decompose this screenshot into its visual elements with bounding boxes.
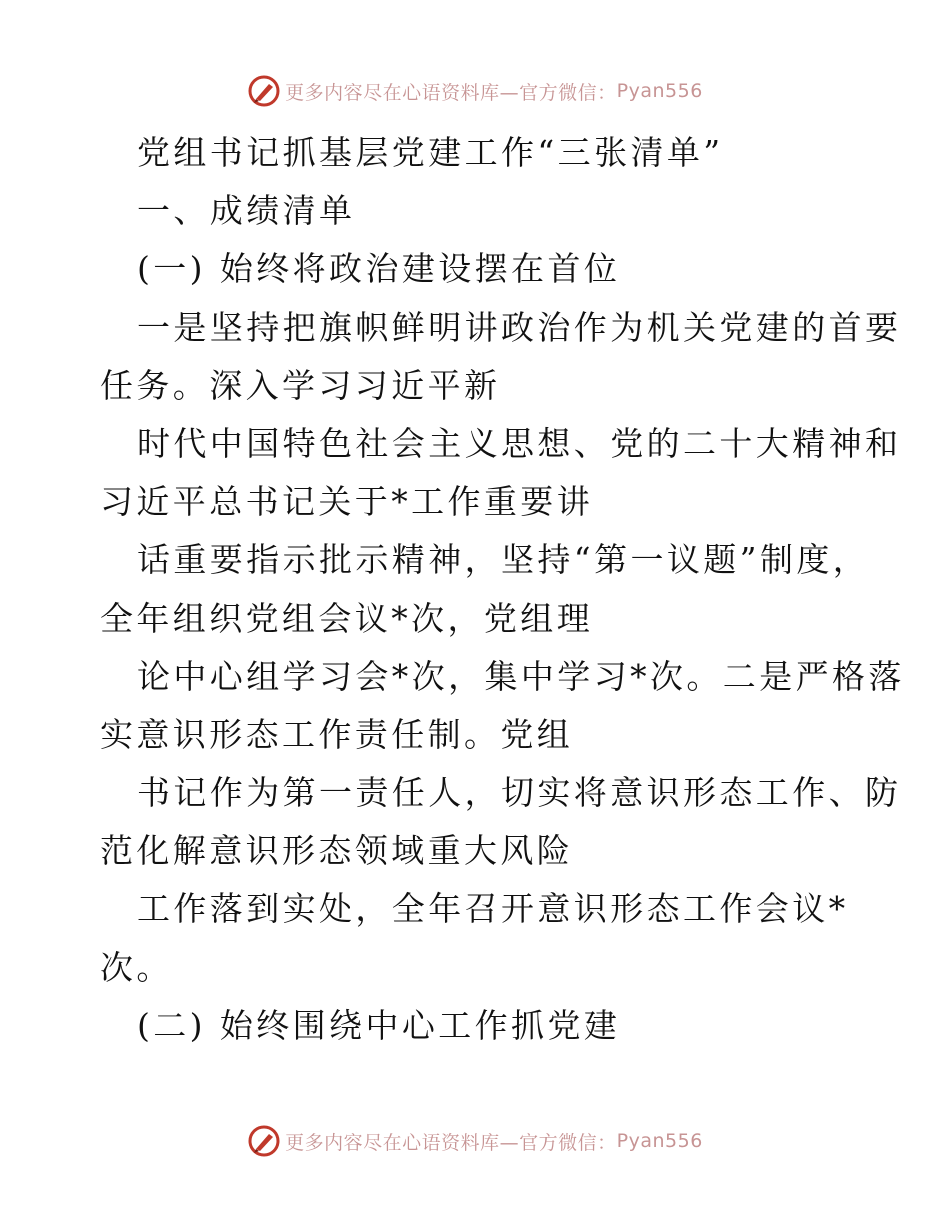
watermark-text: 更多内容尽在心语资料库—官方微信：	[285, 81, 617, 104]
pen-logo-icon	[247, 1124, 281, 1158]
paragraph-line: 实意识形态工作责任制。党组	[100, 714, 574, 754]
paragraph-line: 工作落到实处，全年召开意识形态工作会议*	[137, 889, 849, 929]
header-watermark	[0, 74, 950, 108]
watermark-wechat-id: Pyan556	[616, 80, 703, 102]
paragraph-line: 论中心组学习会*次，集中学习*次。二是严格落	[137, 656, 905, 696]
subsection-heading: (二) 始终围绕中心工作抓党建	[137, 1005, 621, 1045]
watermark-text: 更多内容尽在心语资料库—官方微信：	[285, 1131, 617, 1154]
pen-logo-icon	[247, 74, 281, 108]
section-heading: 一、成绩清单	[137, 191, 356, 231]
paragraph-line: 一是坚持把旗帜鲜明讲政治作为机关党建的首要	[137, 307, 902, 347]
paragraph-line: 全年组织党组会议*次，党组理	[100, 598, 594, 638]
watermark-wechat-id: Pyan556	[616, 1130, 703, 1152]
paragraph-line: 书记作为第一责任人，切实将意识形态工作、防	[137, 773, 902, 813]
document-body	[100, 124, 905, 1055]
subsection-heading: (一) 始终将政治建设摆在首位	[137, 249, 621, 289]
footer-watermark	[0, 1124, 950, 1158]
paragraph-line: 任务。深入学习习近平新	[100, 365, 501, 405]
paragraph-line: 习近平总书记关于*工作重要讲	[100, 482, 594, 522]
paragraph-line: 范化解意识形态领域重大风险	[100, 831, 574, 871]
document-title: 党组书记抓基层党建工作“三张清单”	[137, 133, 724, 172]
paragraph-line: 次。	[100, 947, 173, 987]
paragraph-line: 时代中国特色社会主义思想、党的二十大精神和	[137, 423, 902, 463]
paragraph-line: 话重要指示批示精神，坚持“第一议题”制度，	[137, 540, 870, 580]
